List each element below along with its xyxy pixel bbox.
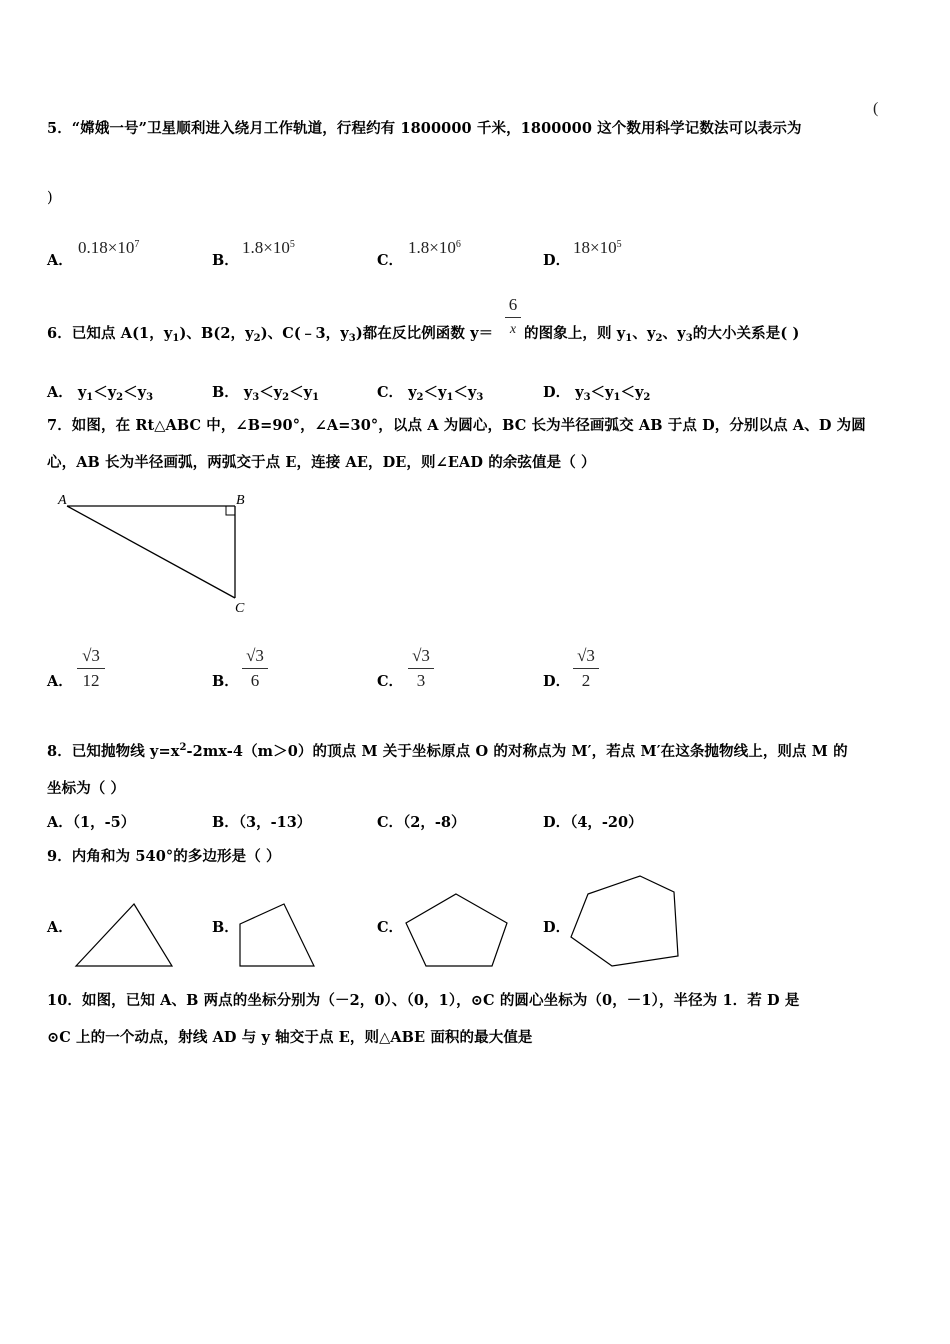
q7-label-a: A	[58, 493, 67, 508]
q6-option-c: C． $y_2<y_1<y_3$	[377, 384, 484, 403]
q5-option-c-label: C．	[377, 252, 404, 269]
q9-triangle-shape	[72, 900, 182, 970]
q8-option-a: A．（1，-5）	[47, 814, 136, 831]
q10-stem-line2: ⊙C 上的一个动点，射线 AD 与 y 轴交于点 E，则△ABE 面积的最大值是	[47, 1029, 533, 1046]
q7-edge-ac	[67, 506, 235, 598]
q7-option-b-fraction: √3 6	[242, 646, 268, 691]
q5-option-b-label: B．	[212, 252, 239, 269]
q7-stem-line2: 心，AB 长为半径画弧，两弧交于点 E，连接 AE，DE，则∠EAD 的余弦值是（ ）	[47, 454, 596, 471]
q5-option-d-value: $18\times 10^5$	[573, 238, 622, 257]
q7-option-d-fraction: √3 2	[573, 646, 599, 691]
q5-stem: 5．“嫦娥一号”卫星顺利进入绕月工作轨道，行程约有 1800000 千米，1800000 这个数用科学记数法可以表示为	[47, 120, 802, 137]
q9-option-a-label: A．	[47, 919, 73, 936]
q9-heptagon-shape	[568, 872, 686, 972]
q7-label-c: C	[235, 601, 245, 616]
q6-stem-right: 的图象上，则 $y_1$、$y_2$、$y_3$的大小关系是( )	[524, 325, 800, 344]
q5-option-a-label: A．	[47, 252, 73, 269]
q8-option-d: D．（4，-20）	[543, 814, 643, 831]
q9-pentagon-shape	[400, 890, 515, 970]
q6-option-a: A． $y_1<y_2<y_3$	[47, 384, 154, 403]
q8-option-b: B．（3，-13）	[212, 814, 312, 831]
q7-triangle-figure	[55, 490, 255, 620]
q7-option-d-label: D．	[543, 673, 571, 690]
q9-option-b-label: B．	[212, 919, 239, 936]
q9-option-d-label: D．	[543, 919, 571, 936]
q6-option-b: B． $y_3<y_2<y_1$	[212, 384, 320, 403]
q7-option-a-label: A．	[47, 673, 73, 690]
q9-quadrilateral-shape	[235, 900, 325, 970]
q9-stem: 9．内角和为 540°的多边形是（ ）	[47, 848, 281, 865]
q7-option-a-fraction: √3 12	[77, 646, 105, 691]
q10-stem-line1: 10．如图，已知 A、B 两点的坐标分别为（－2，0）、（0，1），⊙C 的圆心坐标为（0，－1），半径为 1．若 D 是	[47, 992, 800, 1009]
q7-option-c-fraction: √3 3	[408, 646, 434, 691]
q7-label-b: B	[236, 493, 245, 508]
q7-option-b-label: B．	[212, 673, 239, 690]
q5-open-paren: (	[873, 100, 879, 117]
q7-option-c-label: C．	[377, 673, 404, 690]
q6-option-d: D． $y_3<y_1<y_2$	[543, 384, 651, 403]
q6-fraction: 6 x	[505, 295, 521, 340]
q9-option-c-label: C．	[377, 919, 404, 936]
q8-stem-line1: 8．已知抛物线 $y=x^2-2mx-4(m>0)$的顶点 M 关于坐标原点 O 的对称点为 M′，若点 M′在这条抛物线上，则点 M 的	[47, 742, 848, 760]
q7-stem-line1: 7．如图，在 Rt△ABC 中，∠B=90°，∠A=30°，以点 A 为圆心，BC 长为半径画弧交 AB 于点 D，分别以点 A、D 为圆	[47, 417, 866, 434]
q5-option-a-value: $0.18\times 10^7$	[78, 238, 140, 257]
q5-option-d-label: D．	[543, 252, 571, 269]
q7-right-angle-mark	[226, 506, 235, 515]
q5-option-b-value: $1.8\times 10^5$	[242, 238, 295, 257]
q8-option-c: C．（2，-8）	[377, 814, 466, 831]
q6-stem-left: 6．已知点 A(1，$y_1$)、B(2，$y_2$)、C(﹣3，$y_3$)都在反比例函数 y＝	[47, 325, 494, 344]
q8-stem-line2: 坐标为（ ）	[47, 780, 126, 797]
q5-close-paren: )	[47, 190, 53, 206]
q5-option-c-value: $1.8\times 10^6$	[408, 238, 461, 257]
